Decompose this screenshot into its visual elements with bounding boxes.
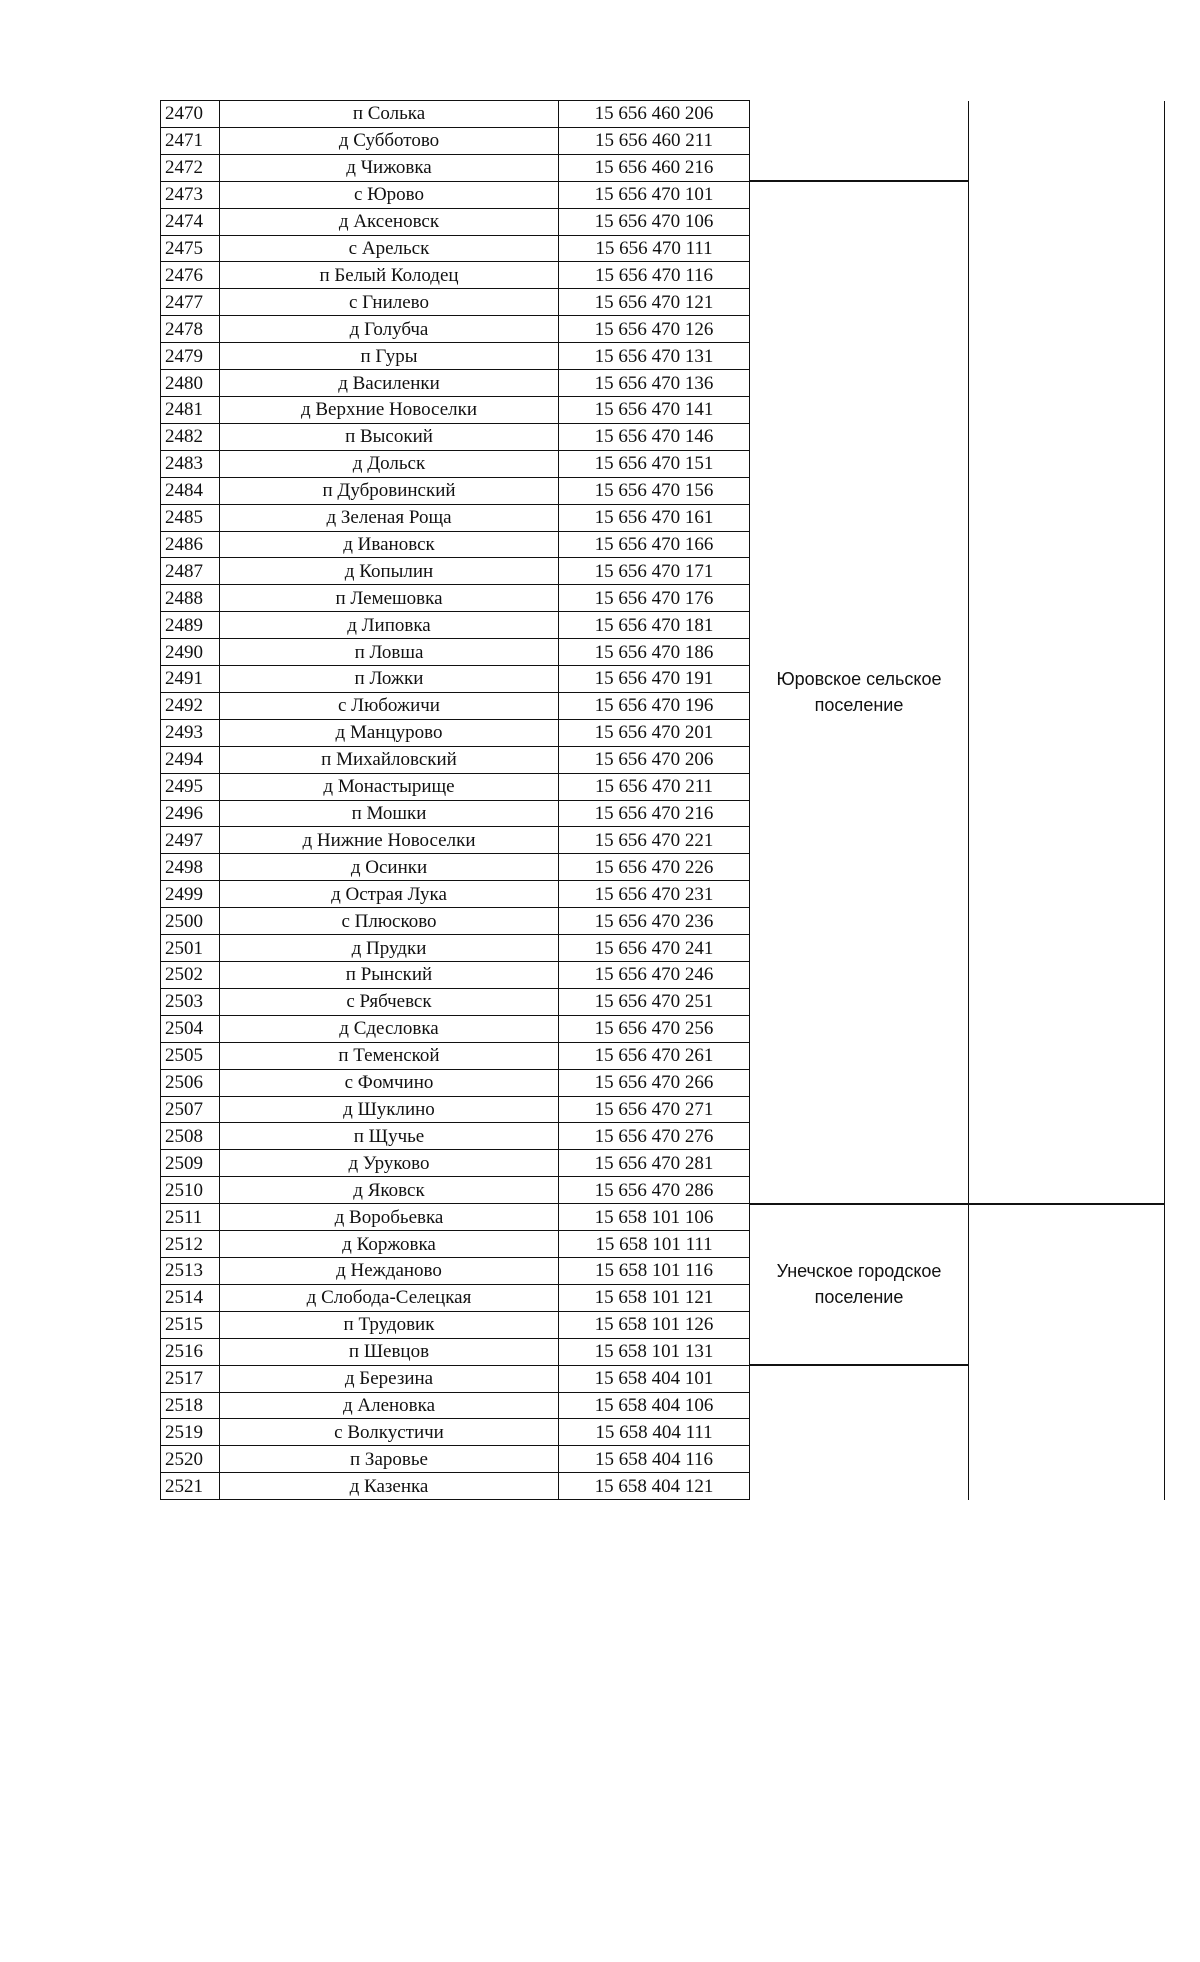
oktmo-code: 15 656 470 161 xyxy=(559,504,750,531)
settlements-table xyxy=(160,100,1165,1500)
row-number: 2486 xyxy=(161,531,220,558)
oktmo-code: 15 656 470 166 xyxy=(559,531,750,558)
row-number: 2481 xyxy=(161,396,220,423)
settlement-name: д Воробьевка xyxy=(220,1204,559,1231)
row-number: 2488 xyxy=(161,585,220,612)
row-number: 2492 xyxy=(161,692,220,719)
settlement-name: с Волкустичи xyxy=(220,1419,559,1446)
oktmo-code: 15 656 470 101 xyxy=(559,181,750,208)
row-number: 2509 xyxy=(161,1150,220,1177)
oktmo-code: 15 658 101 116 xyxy=(559,1257,750,1284)
settlement-name: п Шевцов xyxy=(220,1338,559,1365)
row-number: 2512 xyxy=(161,1231,220,1258)
settlement-name: д Коржовка xyxy=(220,1231,559,1258)
row-number: 2470 xyxy=(161,101,220,128)
row-number: 2517 xyxy=(161,1365,220,1392)
oktmo-code: 15 656 470 146 xyxy=(559,423,750,450)
settlement-name: д Яковск xyxy=(220,1177,559,1204)
row-number: 2513 xyxy=(161,1257,220,1284)
settlement-name: д Сдесловка xyxy=(220,1015,559,1042)
row-number: 2495 xyxy=(161,773,220,800)
row-number: 2518 xyxy=(161,1392,220,1419)
settlement-name: д Верхние Новоселки xyxy=(220,396,559,423)
settlement-name: д Аленовка xyxy=(220,1392,559,1419)
oktmo-code: 15 656 470 171 xyxy=(559,558,750,585)
blank-column xyxy=(969,1204,1165,1365)
oktmo-code: 15 656 470 176 xyxy=(559,585,750,612)
row-number: 2508 xyxy=(161,1123,220,1150)
settlement-name: д Ивановск xyxy=(220,531,559,558)
settlements-table-body xyxy=(161,101,1165,1500)
row-number: 2487 xyxy=(161,558,220,585)
settlement-name: д Казенка xyxy=(220,1473,559,1500)
settlement-name: п Щучье xyxy=(220,1123,559,1150)
settlement-name: д Березина xyxy=(220,1365,559,1392)
oktmo-code: 15 656 470 136 xyxy=(559,370,750,397)
row-number: 2505 xyxy=(161,1042,220,1069)
settlement-name: п Теменской xyxy=(220,1042,559,1069)
row-number: 2497 xyxy=(161,827,220,854)
oktmo-code: 15 658 101 111 xyxy=(559,1231,750,1258)
blank-column xyxy=(969,1365,1165,1500)
row-number: 2485 xyxy=(161,504,220,531)
row-number: 2503 xyxy=(161,988,220,1015)
settlement-name: д Зеленая Роща xyxy=(220,504,559,531)
oktmo-code: 15 656 470 226 xyxy=(559,854,750,881)
oktmo-code: 15 656 470 251 xyxy=(559,988,750,1015)
settlement-name: п Белый Колодец xyxy=(220,262,559,289)
oktmo-code: 15 656 470 126 xyxy=(559,316,750,343)
settlement-name: д Слобода-Селецкая xyxy=(220,1284,559,1311)
oktmo-code: 15 656 470 286 xyxy=(559,1177,750,1204)
settlement-name: д Прудки xyxy=(220,935,559,962)
table-row xyxy=(161,1365,1165,1392)
settlement-name: п Михайловский xyxy=(220,746,559,773)
settlement-name: д Голубча xyxy=(220,316,559,343)
oktmo-code: 15 658 101 131 xyxy=(559,1338,750,1365)
oktmo-code: 15 658 101 106 xyxy=(559,1204,750,1231)
settlement-name: п Ловша xyxy=(220,639,559,666)
oktmo-code: 15 658 404 101 xyxy=(559,1365,750,1392)
settlement-name: д Осинки xyxy=(220,854,559,881)
oktmo-code: 15 656 470 246 xyxy=(559,962,750,989)
row-number: 2478 xyxy=(161,316,220,343)
settlement-name: д Манцурово xyxy=(220,719,559,746)
settlement-name: с Гнилево xyxy=(220,289,559,316)
row-number: 2499 xyxy=(161,881,220,908)
table-row xyxy=(161,101,1165,128)
blank-column xyxy=(969,181,1165,1203)
oktmo-code: 15 656 470 181 xyxy=(559,612,750,639)
row-number: 2484 xyxy=(161,477,220,504)
settlement-name: п Солька xyxy=(220,101,559,128)
settlement-name: д Нежданово xyxy=(220,1257,559,1284)
row-number: 2472 xyxy=(161,154,220,181)
row-number: 2493 xyxy=(161,719,220,746)
row-number: 2479 xyxy=(161,343,220,370)
blank-column xyxy=(969,101,1165,182)
row-number: 2494 xyxy=(161,746,220,773)
oktmo-code: 15 656 470 216 xyxy=(559,800,750,827)
row-number: 2498 xyxy=(161,854,220,881)
settlement-name: п Мошки xyxy=(220,800,559,827)
settlement-name: с Плюсково xyxy=(220,908,559,935)
oktmo-code: 15 656 460 216 xyxy=(559,154,750,181)
settlement-name: д Липовка xyxy=(220,612,559,639)
settlement-name: п Рынский xyxy=(220,962,559,989)
oktmo-code: 15 656 470 256 xyxy=(559,1015,750,1042)
oktmo-code: 15 656 470 231 xyxy=(559,881,750,908)
settlement-name: д Монастырище xyxy=(220,773,559,800)
row-number: 2516 xyxy=(161,1338,220,1365)
row-number: 2474 xyxy=(161,208,220,235)
settlement-name: с Рябчевск xyxy=(220,988,559,1015)
oktmo-code: 15 658 404 116 xyxy=(559,1446,750,1473)
settlement-name: с Фомчино xyxy=(220,1069,559,1096)
table-row xyxy=(161,1204,1165,1231)
oktmo-code: 15 656 470 271 xyxy=(559,1096,750,1123)
settlement-name: п Лемешовка xyxy=(220,585,559,612)
oktmo-code: 15 656 460 206 xyxy=(559,101,750,128)
settlement-name: п Ложки xyxy=(220,666,559,693)
oktmo-code: 15 656 470 196 xyxy=(559,692,750,719)
settlement-name: д Аксеновск xyxy=(220,208,559,235)
oktmo-code: 15 656 470 201 xyxy=(559,719,750,746)
oktmo-code: 15 656 470 236 xyxy=(559,908,750,935)
settlement-name: п Заровье xyxy=(220,1446,559,1473)
settlement-name: п Гуры xyxy=(220,343,559,370)
settlement-name: д Нижние Новоселки xyxy=(220,827,559,854)
oktmo-code: 15 656 470 116 xyxy=(559,262,750,289)
oktmo-code: 15 656 470 141 xyxy=(559,396,750,423)
row-number: 2477 xyxy=(161,289,220,316)
municipality-name: Юровское сельское поселение xyxy=(750,181,969,1203)
row-number: 2475 xyxy=(161,235,220,262)
oktmo-code: 15 656 470 106 xyxy=(559,208,750,235)
oktmo-code: 15 656 470 151 xyxy=(559,450,750,477)
row-number: 2473 xyxy=(161,181,220,208)
settlement-name: с Любожичи xyxy=(220,692,559,719)
municipality-name xyxy=(750,1365,969,1500)
oktmo-code: 15 656 470 276 xyxy=(559,1123,750,1150)
settlement-name: д Василенки xyxy=(220,370,559,397)
row-number: 2519 xyxy=(161,1419,220,1446)
row-number: 2490 xyxy=(161,639,220,666)
table-row xyxy=(161,181,1165,208)
row-number: 2482 xyxy=(161,423,220,450)
row-number: 2511 xyxy=(161,1204,220,1231)
oktmo-code: 15 658 101 126 xyxy=(559,1311,750,1338)
settlement-name: д Уруково xyxy=(220,1150,559,1177)
oktmo-code: 15 656 460 211 xyxy=(559,127,750,154)
row-number: 2500 xyxy=(161,908,220,935)
row-number: 2480 xyxy=(161,370,220,397)
oktmo-code: 15 656 470 206 xyxy=(559,746,750,773)
row-number: 2510 xyxy=(161,1177,220,1204)
settlement-name: п Высокий xyxy=(220,423,559,450)
settlement-name: п Трудовик xyxy=(220,1311,559,1338)
row-number: 2514 xyxy=(161,1284,220,1311)
row-number: 2502 xyxy=(161,962,220,989)
settlement-name: д Субботово xyxy=(220,127,559,154)
oktmo-code: 15 656 470 266 xyxy=(559,1069,750,1096)
oktmo-code: 15 656 470 156 xyxy=(559,477,750,504)
row-number: 2483 xyxy=(161,450,220,477)
row-number: 2506 xyxy=(161,1069,220,1096)
settlement-name: д Острая Лука xyxy=(220,881,559,908)
oktmo-code: 15 658 404 121 xyxy=(559,1473,750,1500)
oktmo-code: 15 656 470 131 xyxy=(559,343,750,370)
settlement-name: д Копылин xyxy=(220,558,559,585)
oktmo-code: 15 658 404 111 xyxy=(559,1419,750,1446)
settlement-name: с Арельск xyxy=(220,235,559,262)
row-number: 2471 xyxy=(161,127,220,154)
settlement-name: д Чижовка xyxy=(220,154,559,181)
row-number: 2521 xyxy=(161,1473,220,1500)
oktmo-code: 15 656 470 211 xyxy=(559,773,750,800)
settlement-name: п Дубровинский xyxy=(220,477,559,504)
settlement-name: с Юрово xyxy=(220,181,559,208)
oktmo-code: 15 656 470 191 xyxy=(559,666,750,693)
row-number: 2504 xyxy=(161,1015,220,1042)
row-number: 2491 xyxy=(161,666,220,693)
oktmo-code: 15 656 470 281 xyxy=(559,1150,750,1177)
oktmo-code: 15 656 470 186 xyxy=(559,639,750,666)
oktmo-code: 15 656 470 221 xyxy=(559,827,750,854)
oktmo-code: 15 656 470 121 xyxy=(559,289,750,316)
municipality-name xyxy=(750,101,969,182)
oktmo-code: 15 658 101 121 xyxy=(559,1284,750,1311)
oktmo-code: 15 656 470 111 xyxy=(559,235,750,262)
municipality-name: Унечское городское поселение xyxy=(750,1204,969,1365)
oktmo-code: 15 658 404 106 xyxy=(559,1392,750,1419)
row-number: 2507 xyxy=(161,1096,220,1123)
settlement-name: д Шуклино xyxy=(220,1096,559,1123)
row-number: 2501 xyxy=(161,935,220,962)
row-number: 2476 xyxy=(161,262,220,289)
row-number: 2515 xyxy=(161,1311,220,1338)
row-number: 2520 xyxy=(161,1446,220,1473)
oktmo-code: 15 656 470 241 xyxy=(559,935,750,962)
row-number: 2489 xyxy=(161,612,220,639)
settlement-name: д Дольск xyxy=(220,450,559,477)
oktmo-code: 15 656 470 261 xyxy=(559,1042,750,1069)
row-number: 2496 xyxy=(161,800,220,827)
